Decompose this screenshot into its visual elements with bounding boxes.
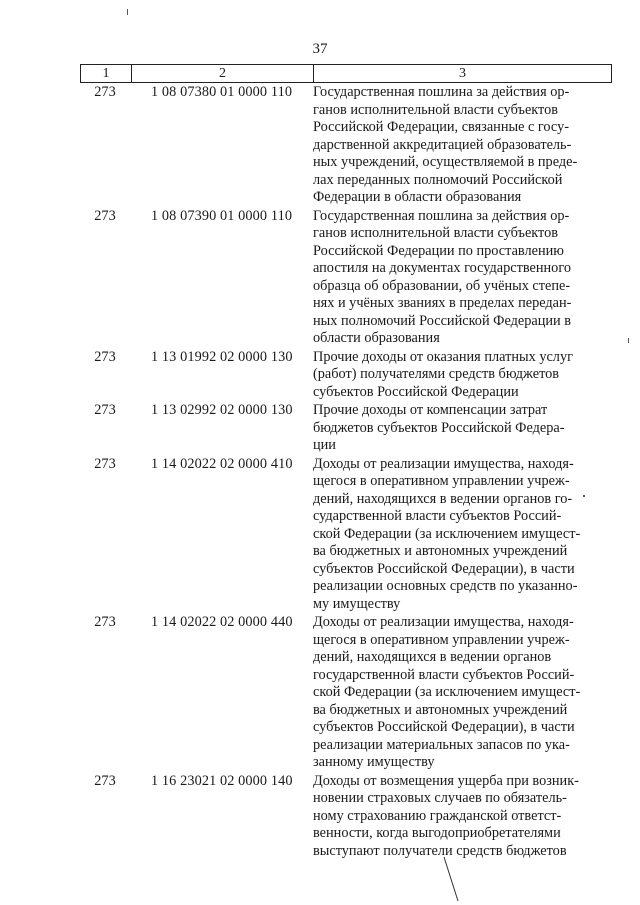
admin-code-cell: 273 [94,614,116,630]
description-line: ному страхованию гражданской ответст- [313,807,562,824]
description-line: дарственной аккредитацией образователь- [313,136,572,153]
description-cell [311,83,612,207]
description-line: занному имуществу [313,754,435,770]
description-line: области образования [313,330,440,346]
description-cell [311,207,612,348]
description-line: Доходы от возмещения ущерба при возник- [313,772,579,789]
header-col-3: 3 [459,66,466,81]
description-line: нях и учёных званиях в пределах передан- [313,295,572,311]
description-line: ганов исполнительной власти субъектов [313,101,559,118]
description-line: бюджетов субъектов Российской Федера- [313,419,565,436]
description-line: реализации материальных запасов по ука- [313,736,570,753]
description-line: щегося в оперативном управлении учреж- [313,473,570,489]
scan-mark-right [628,338,629,343]
header-col-1: 1 [81,65,132,82]
description-line: ской Федерации (за исключением имущест- [313,525,581,542]
description-cell [311,613,612,772]
description-line: выступают получатели средств бюджетов [313,842,567,859]
description-line: Федерации в области образования [313,189,522,205]
description-line: ганов исполнительной власти субъектов [313,225,559,241]
page-number: 37 [312,41,328,57]
kbk-code-cell: 1 16 23021 02 0000 140 [151,772,293,789]
admin-code-cell: 273 [94,772,116,789]
description-line: образца об образовании, об учёных степе- [313,277,571,294]
description-line: Государственная пошлина за действия ор- [313,207,570,224]
admin-code-cell: 273 [94,84,116,100]
description-line: дений, находящихся в ведении органов [313,649,552,665]
description-line: Доходы от реализации имущества, находя- [313,455,574,472]
table-row [80,772,612,861]
description-line: дений, находящихся в ведении органов го- [313,490,573,507]
admin-code-cell: 273 [94,455,116,472]
description-line: лах переданных полномочий Российской [313,171,563,188]
description-line: Прочие доходы от оказания платных услуг [313,348,573,365]
table-body [80,83,612,860]
description-line: субъектов Российской Федерации), в части [313,560,575,577]
table-row [80,207,612,348]
table-header [80,64,612,83]
kbk-code-cell: 1 14 02022 02 0000 410 [151,455,293,472]
description-line: ных полномочий Российской Федерации в [313,312,572,329]
description-cell [311,772,612,861]
description-line: субъектов Российской Федерации [313,383,519,400]
description-line: Российской Федерации по проставлению [313,242,564,259]
scan-mark-dot [583,495,585,497]
table-row [80,348,612,402]
table-row [80,613,612,772]
kbk-code-cell: 1 13 01992 02 0000 130 [151,348,293,365]
description-cell [311,401,612,455]
scan-mark-top [127,9,128,15]
kbk-code-cell: 1 08 07380 01 0000 110 [151,84,293,100]
description-line: сударственной власти субъектов Россий- [313,508,562,524]
kbk-code-cell: 1 08 07390 01 0000 110 [151,207,293,224]
description-line: Государственная пошлина за действия ор- [313,84,570,100]
table-row [80,401,612,455]
description-line: новении страховых случаев по обязатель- [313,790,567,806]
description-line: апостиля на документах государственного [313,260,571,276]
description-line: венности, когда выгодоприобретателями [313,825,561,841]
header-col-2: 2 [132,65,314,82]
description-line: (работ) получателями средств бюджетов [313,366,560,382]
kbk-code-cell: 1 14 02022 02 0000 440 [151,614,293,630]
description-cell [311,455,612,614]
description-line: реализации основных средств по указанно- [313,578,578,594]
description-line: щегося в оперативном управлении учреж- [313,631,570,648]
admin-code-cell: 273 [94,207,116,224]
pen-stroke [440,855,470,905]
description-line: ва бюджетных и автономных учреждений [313,701,568,718]
admin-code-cell: 273 [94,348,116,365]
description-line: му имуществу [313,595,401,612]
revenue-table [80,64,612,860]
description-line: Прочие доходы от компенсации затрат [313,402,548,418]
description-line: Российской Федерации, связанные с госу- [313,119,570,135]
description-line: субъектов Российской Федерации), в части [313,719,575,735]
description-line: ции [313,437,336,453]
kbk-code-cell: 1 13 02992 02 0000 130 [151,402,293,418]
admin-code-cell: 273 [94,402,116,418]
description-line: государственной власти субъектов Россий- [313,666,575,683]
table-row [80,83,612,207]
description-cell [311,348,612,402]
description-line: ных учреждений, осуществляемой в преде- [313,154,578,170]
description-line: ва бюджетных и автономных учреждений [313,543,568,559]
description-line: ской Федерации (за исключением имущест- [313,684,581,700]
table-row [80,455,612,614]
description-line: Доходы от реализации имущества, находя- [313,614,574,630]
